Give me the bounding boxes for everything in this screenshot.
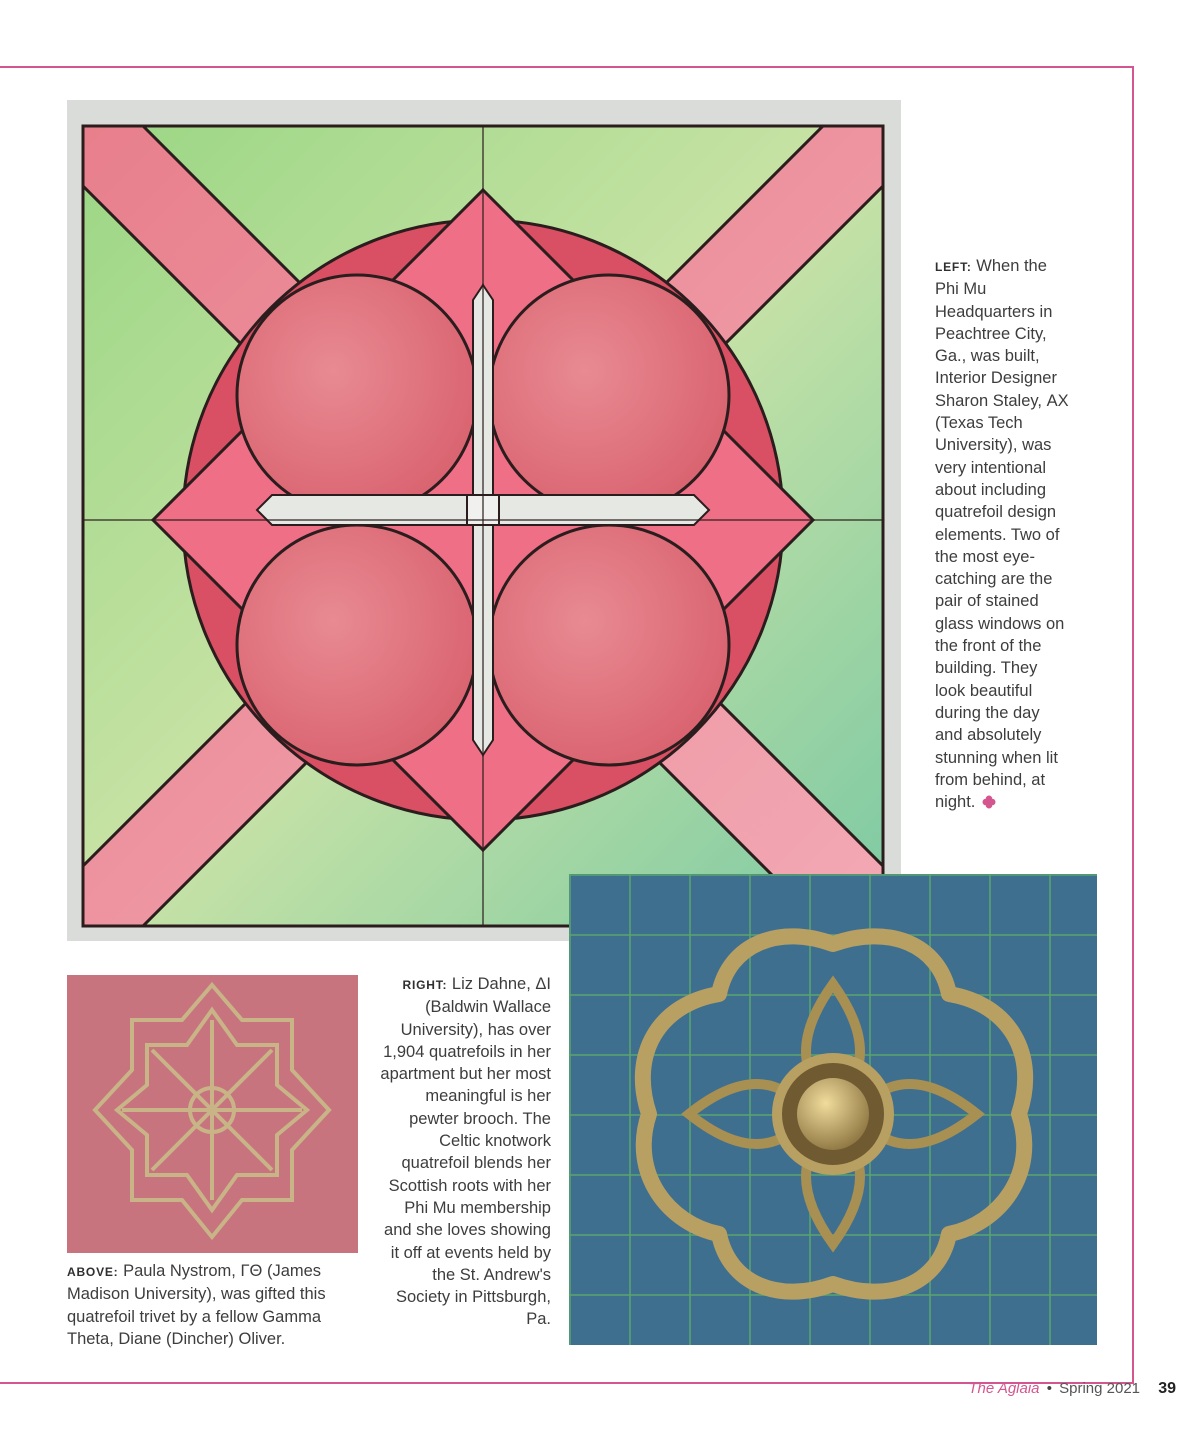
quatrefoil-end-mark-icon (982, 795, 996, 809)
page-footer (968, 1380, 1176, 1398)
stained-glass-window-photo (67, 100, 901, 941)
left-caption (935, 255, 1070, 813)
above-caption-text: Paula Nystrom, ΓΘ (James Madison University), was gifted this quatrefoil trivet by a fellow Gamma Theta, Diane (Dincher) Oliver. (67, 1262, 326, 1348)
above-caption-lead: ABOVE: (67, 1265, 119, 1279)
right-caption-lead: RIGHT: (402, 978, 448, 992)
right-caption-text: Liz Dahne, ΔΙ (Baldwin Wallace University), has over 1,904 quatrefoils in her apartment but her most meaningful is her pewter brooch. The Celtic knotwork quatrefoil blends her Scottish roots with her Phi Mu membership and she loves showing it off at events held by the St. Andrew's Society in Pittsburgh, Pa. (380, 975, 551, 1329)
left-caption-text: When the Phi Mu Headquarters in Peachtree City, Ga., was built, Interior Designer Sharon Staley, ΑΧ (Texas Tech University), was very intentional about including quatrefoil design elements. Two of the most eye-catching are the pair of stained glass windows on the front of the building. They look beautiful during the day and absolutely stunning when lit from behind, at night. (935, 257, 1069, 812)
brooch-photo (569, 874, 1097, 1345)
left-caption-lead: LEFT: (935, 260, 972, 274)
trivet-photo (67, 975, 358, 1253)
footer-separator: • (1046, 1380, 1052, 1397)
page-number: 39 (1158, 1380, 1176, 1397)
above-caption (67, 1260, 357, 1350)
magazine-title: The Aglaia (968, 1380, 1040, 1397)
right-caption (380, 973, 551, 1331)
issue-label: Spring 2021 (1059, 1380, 1141, 1397)
